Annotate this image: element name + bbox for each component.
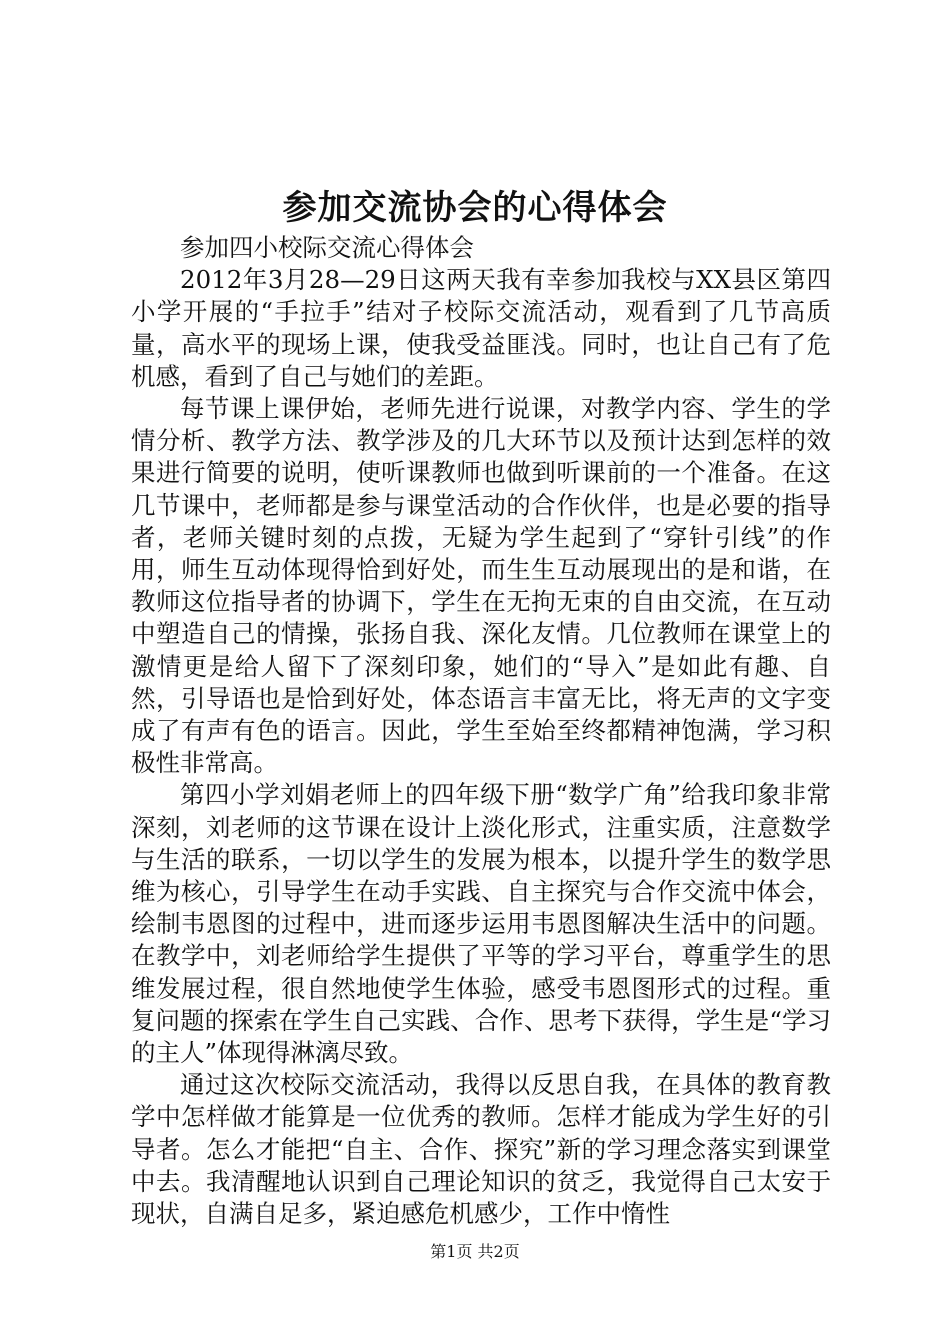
paragraph-math-lesson: 第四小学刘娟老师上的四年级下册“数学广角”给我印象非常深刻，刘老师的这节课在设计上淡化形式，注重实质，注意数学与生活的联系，一切以学生的发展为根本，以提升学生的数学思维为核心，引导学生在动手实践、自主探究与合作交流中体会，绘制韦恩图的过程中，进而逐步运用韦恩图解决生活中的问题。在教学中，刘老师给学生提供了平等的学习平台，尊重学生的思维发展过程，很自然地使学生体验，感受韦恩图形式的过程。重复问题的探索在学生自己实践、合作、思考下获得，学生是“学习的主人”体现得淋漓尽致。 — [131, 780, 831, 1068]
paragraph-reflection: 通过这次校际交流活动，我得以反思自我，在具体的教育教学中怎样做才能算是一位优秀的教师。怎样才能成为学生好的引导者。怎么才能把“自主、合作、探究”新的学习理念落实到课堂中去。我清醒地认识到自己理论知识的贫乏，我觉得自己太安于现状，自满自足多，紧迫感危机感少，工作中惰性 — [131, 1070, 831, 1229]
document-title: 参加交流协会的心得体会 — [282, 188, 668, 228]
paragraph-lesson-overview: 每节课上课伊始，老师先进行说课，对教学内容、学生的学情分析、教学方法、教学涉及的几大环节以及预计达到怎样的效果进行简要的说明，使听课教师也做到听课前的一个准备。在这几节课中，老师都是参与课堂活动的合作伙伴，也是必要的指导者，老师关键时刻的点拨，无疑为学生起到了“穿针引线”的作用，师生互动体现得恰到好处，而生生互动展现出的是和谐，在教师这位指导者的协调下，学生在无拘无束的自由交流，在互动中塑造自己的情操，张扬自我、深化友情。几位教师在课堂上的激情更是给人留下了深刻印象，她们的“导入”是如此有趣、自然，引导语也是恰到好处，体态语言丰富无比，将无声的文字变成了有声有色的语言。因此，学生至始至终都精神饱满，学习积极性非常高。 — [131, 394, 831, 778]
document-body — [131, 232, 831, 1230]
paragraph-subtitle: 参加四小校际交流心得体会 — [180, 233, 474, 262]
page-footer: 第1页 共2页 — [430, 1242, 520, 1261]
paragraph-intro: 2012年3月28—29日这两天我有幸参加我校与XX县区第四小学开展的“手拉手”结对子校际交流活动，观看到了几节高质量，高水平的现场上课，使我受益匪浅。同时，也让自己有了危机感，看到了自己与她们的差距。 — [131, 265, 831, 391]
